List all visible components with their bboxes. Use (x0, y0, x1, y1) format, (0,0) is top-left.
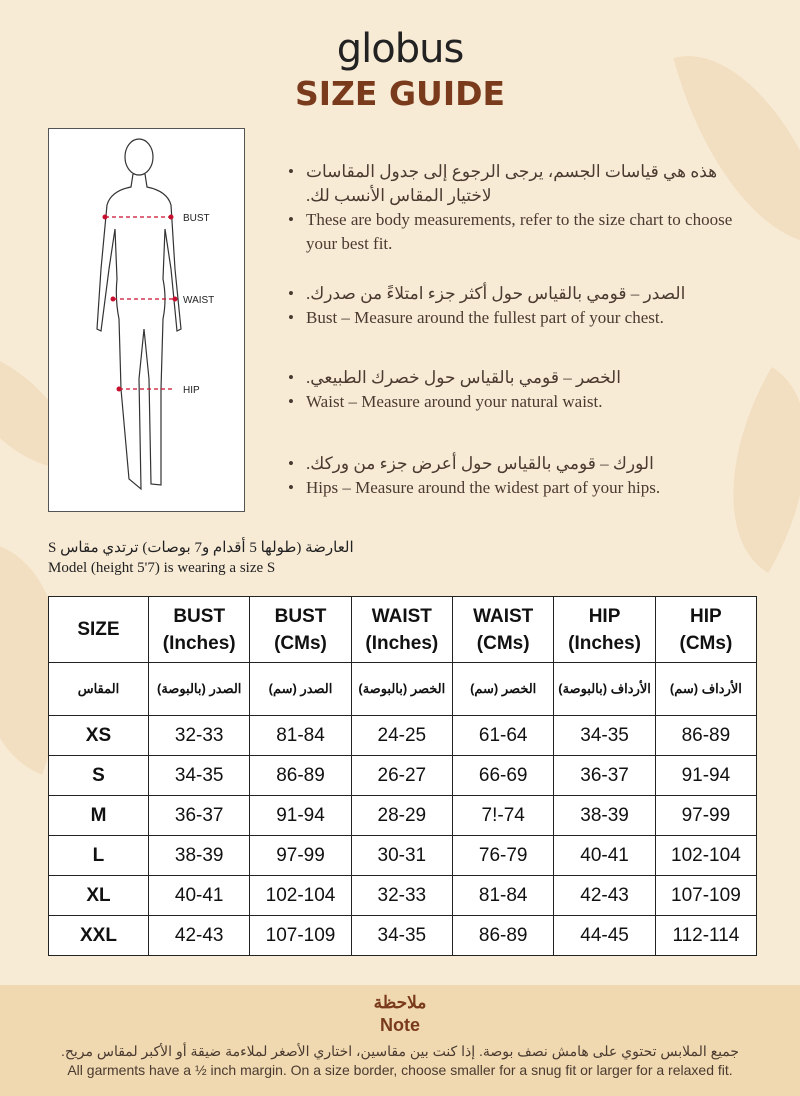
column-header (250, 597, 351, 663)
column-header-text: BUST (173, 605, 226, 627)
column-header-text: (CMs) (476, 632, 530, 654)
size-chart-table (48, 596, 757, 956)
body-silhouette-icon (49, 129, 246, 513)
column-header (148, 597, 249, 663)
measurement-cell: 38-39 (554, 796, 655, 836)
measurement-cell: 44-45 (554, 916, 655, 956)
measurement-cell: 86-89 (250, 756, 351, 796)
body-figure (48, 128, 245, 512)
instruction-ar: الخصر – قومي بالقياس حول خصرك الطبيعي. (306, 368, 621, 387)
model-info-ar: العارضة (طولها 5 أقدام و7 بوصات) ترتدي مقاس S (48, 540, 354, 556)
measurement-cell: 42-43 (554, 876, 655, 916)
measurement-cell: 24-25 (351, 716, 452, 756)
measurement-cell: 91-94 (250, 796, 351, 836)
column-header-arabic: الخصر (بالبوصة) (351, 663, 452, 716)
header-row (49, 597, 757, 663)
bullet-icon: • (288, 284, 294, 303)
hip-label: HIP (183, 385, 200, 396)
column-header-text: (Inches) (568, 632, 641, 654)
instruction-en: These are body measurements, refer to the size chart to choose your best fit. (306, 210, 733, 253)
column-header-text: (CMs) (679, 632, 733, 654)
column-header-text: HIP (690, 605, 722, 627)
instruction-ar: الورك – قومي بالقياس حول أعرض جزء من وركك. (306, 454, 654, 473)
column-header-text: BUST (274, 605, 327, 627)
column-header-text: (Inches) (162, 632, 236, 654)
model-info (48, 538, 354, 578)
measurement-cell: 34-35 (554, 716, 655, 756)
column-header-arabic: الخصر (سم) (453, 663, 554, 716)
size-cell: M (49, 796, 149, 836)
instruction-en: Hips – Measure around the widest part of your hips. (306, 478, 661, 497)
measurement-cell: 7!-74 (453, 796, 554, 836)
instructions-list (288, 160, 758, 526)
instruction-waist (288, 366, 758, 414)
table-row (49, 876, 757, 916)
bullet-icon: • (288, 162, 294, 181)
measurement-cell: 102-104 (655, 836, 756, 876)
page-title: SIZE GUIDE (294, 74, 506, 113)
column-header-arabic: الأرداف (سم) (655, 663, 756, 716)
table-row (49, 836, 757, 876)
measurement-cell: 76-79 (453, 836, 554, 876)
measurement-cell: 81-84 (453, 876, 554, 916)
note-title-ar: ملاحظة (373, 993, 427, 1012)
column-header-text: WAIST (371, 605, 432, 627)
size-cell: L (49, 836, 149, 876)
table-row (49, 716, 757, 756)
column-header (49, 597, 149, 663)
measurement-cell: 107-109 (655, 876, 756, 916)
size-cell: XS (49, 716, 149, 756)
brand-logo: globus (336, 26, 464, 72)
size-cell: S (49, 756, 149, 796)
instruction-en: Bust – Measure around the fullest part of your chest. (306, 308, 664, 327)
column-header-arabic: الصدر (بالبوصة) (148, 663, 249, 716)
instruction-hips (288, 452, 758, 500)
note-section (0, 985, 800, 1096)
bullet-icon: • (288, 454, 294, 473)
column-header-text: (CMs) (274, 632, 327, 654)
measurement-cell: 81-84 (250, 716, 351, 756)
measurement-cell: 42-43 (148, 916, 249, 956)
table-row (49, 756, 757, 796)
column-header (453, 597, 554, 663)
model-info-en: Model (height 5'7) is wearing a size S (48, 560, 276, 576)
note-text-ar: جميع الملابس تحتوي على هامش نصف بوصة. إذا كنت بين مقاسين، اختاري الأصغر لملاءمة ضيقة أو الأكبر لمقاس مريح. (60, 1043, 740, 1059)
measurement-cell: 36-37 (148, 796, 249, 836)
measurement-cell: 97-99 (250, 836, 351, 876)
measurement-cell: 66-69 (453, 756, 554, 796)
measurement-cell: 61-64 (453, 716, 554, 756)
size-cell: XL (49, 876, 149, 916)
waist-label: WAIST (183, 295, 215, 306)
bullet-icon: • (288, 308, 294, 327)
instruction-ar: الصدر – قومي بالقياس حول أكثر جزء امتلاءً من صدرك. (306, 284, 686, 303)
bullet-icon: • (288, 210, 294, 229)
bust-label: BUST (183, 213, 210, 224)
measurement-cell: 32-33 (351, 876, 452, 916)
measurement-cell: 97-99 (655, 796, 756, 836)
column-header-arabic: الأرداف (بالبوصة) (554, 663, 655, 716)
column-header-arabic: المقاس (49, 663, 149, 716)
note-text-en: All garments have a ½ inch margin. On a size border, choose smaller for a snug fit or larger for a relaxed fit. (67, 1062, 733, 1078)
measurement-cell: 36-37 (554, 756, 655, 796)
bullet-icon: • (288, 368, 294, 387)
column-header (655, 597, 756, 663)
column-header (351, 597, 452, 663)
bullet-icon: • (288, 392, 294, 411)
bullet-icon: • (288, 478, 294, 497)
header-row-arabic (49, 663, 757, 716)
measurement-cell: 40-41 (148, 876, 249, 916)
measurement-cell: 28-29 (351, 796, 452, 836)
measurement-cell: 102-104 (250, 876, 351, 916)
column-header-text: (Inches) (365, 632, 439, 654)
instruction-ar: هذه هي قياسات الجسم، يرجى الرجوع إلى جدول المقاسات لاختيار المقاس الأنسب لك. (306, 162, 718, 205)
size-cell: XXL (49, 916, 149, 956)
measurement-cell: 40-41 (554, 836, 655, 876)
measurement-cell: 86-89 (655, 716, 756, 756)
measurement-cell: 91-94 (655, 756, 756, 796)
column-header-text: SIZE (77, 619, 120, 640)
measurement-cell: 26-27 (351, 756, 452, 796)
measurement-cell: 112-114 (655, 916, 756, 956)
table-row (49, 916, 757, 956)
note-title-en: Note (380, 1015, 420, 1035)
table-row (49, 796, 757, 836)
measurement-cell: 34-35 (351, 916, 452, 956)
measurement-cell: 38-39 (148, 836, 249, 876)
measurement-cell: 86-89 (453, 916, 554, 956)
column-header-arabic: الصدر (سم) (250, 663, 351, 716)
measurement-cell: 30-31 (351, 836, 452, 876)
column-header (554, 597, 655, 663)
instruction-bust (288, 282, 758, 330)
measurement-cell: 32-33 (148, 716, 249, 756)
instruction-general (288, 160, 758, 256)
column-header-text: HIP (588, 605, 621, 627)
column-header-text: WAIST (473, 605, 534, 627)
measurement-cell: 107-109 (250, 916, 351, 956)
measurement-cell: 34-35 (148, 756, 249, 796)
instruction-en: Waist – Measure around your natural waist. (306, 392, 603, 411)
